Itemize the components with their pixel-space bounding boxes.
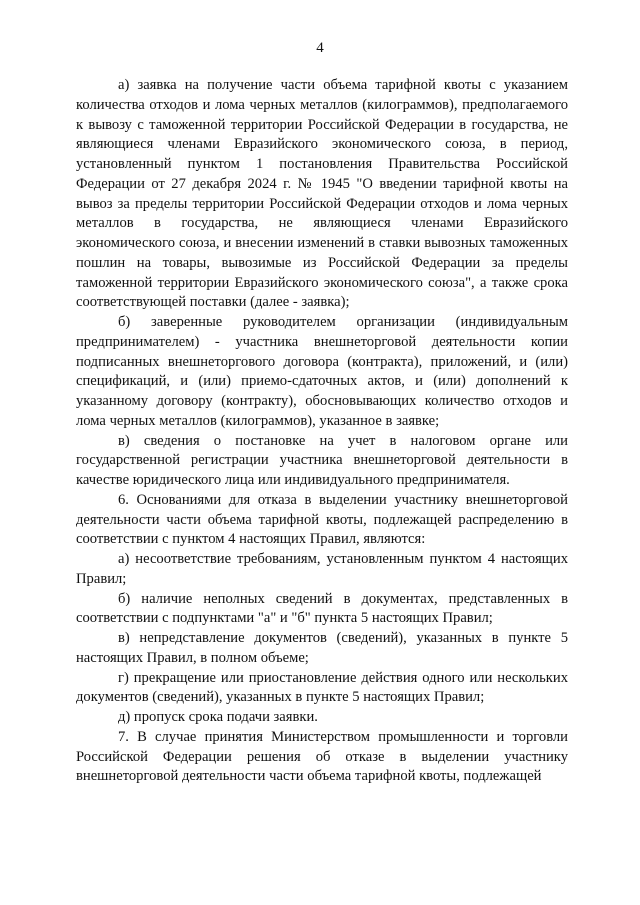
paragraph-6-refusal-grounds: 6. Основаниями для отказа в выделении участнику внешнеторговой деятельности части объема тарифной квоты, подлежащей распределению в соответствии с пунктом 4 настоящих Правил, являются: bbox=[76, 491, 568, 548]
paragraph-6a-noncompliance: а) несоответствие требованиям, установленным пунктом 4 настоящих Правил; bbox=[76, 551, 568, 587]
page-number: 4 bbox=[316, 40, 324, 56]
paragraph-7-refusal-decision: 7. В случае принятия Министерством промышленности и торговли Российской Федерации решения об отказе в выделении участнику внешнеторговой деятельности части объема тарифной квоты, подлежащей bbox=[76, 728, 568, 785]
paragraph-6d-termination: г) прекращение или приостановление действия одного или нескольких документов (сведений), указанных в пункте 5 настоящих Правил; bbox=[76, 669, 568, 706]
paragraph-6c-missing-documents: в) непредставление документов (сведений), указанных в пункте 5 настоящих Правил, в полном объеме; bbox=[76, 630, 568, 666]
paragraph-5b-contract-copies: б) заверенные руководителем организации (индивидуальным предпринимателем) - участника внешнеторговой деятельности копии подписанных внешнеторгового договора (контракта), приложений, и (или) спецификаций, и (или) приемо-сдаточных актов, и (или) дополнений к указанному договору (контракту), обосновывающих количество отходов и лома черных металлов (килограммов), указанное в заявке; bbox=[76, 314, 568, 429]
paragraph-6b-incomplete-info: б) наличие неполных сведений в документах, представленных в соответствии с подпунктами "а" и "б" пункта 5 настоящих Правил; bbox=[76, 590, 568, 627]
paragraph-5a-application: а) заявка на получение части объема тарифной квоты с указанием количества отходов и лома черных металлов (килограммов), предполагаемого к вывозу с таможенной территории Российской Федерации в государства, не являющиеся членами Евразийского экономического союза, в период, установленный пунктом 1 постановления Правительства Российской Федерации от 27 декабря 2024 г. № 1945 "О введении тарифной квоты на вывоз за пределы территории Российской Федерации отходов и лома черных металлов в государства, не являющиеся членами Евразийского экономического союза, и внесении изменений в ставки вывозных таможенных пошлин на товары, вывозимые из Российской Федерации за пределы таможенной территории Евразийского экономического союза", а также срока соответствующей поставки (далее - заявка); bbox=[76, 77, 568, 311]
paragraph-6e-deadline-missed: д) пропуск срока подачи заявки. bbox=[118, 709, 318, 725]
document-body bbox=[76, 76, 568, 787]
paragraph-5c-registration-info: в) сведения о постановке на учет в налоговом органе или государственной регистрации участника внешнеторговой деятельности в качестве юридического лица или индивидуального предпринимателя. bbox=[76, 432, 568, 488]
